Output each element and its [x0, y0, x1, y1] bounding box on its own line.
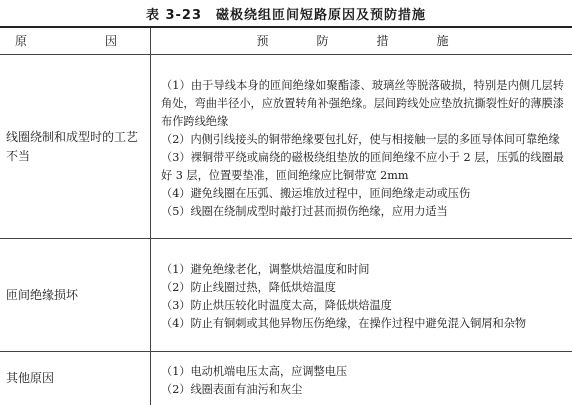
- header-cause: 原 因: [0, 28, 151, 54]
- table-header-row: [0, 28, 572, 55]
- causes-prevention-table: [0, 26, 572, 405]
- cause-cell: [0, 352, 151, 405]
- measure-item: （1）由于导线本身的匝间绝缘如聚酯漆、玻璃丝等脱落破损，特别是内侧几层转角处，弯曲半径小，应放置转角补强绝缘。层间跨线处应垫放抗撕裂性好的薄膜漆布作跨线绝缘: [161, 78, 564, 128]
- measure-item: （1）避免绝缘老化，调整烘焙温度和时间: [161, 263, 370, 276]
- measure-item: （4）防止有铜刺或其他异物压伤绝缘，在操作过程中避免混入铜屑和杂物: [161, 317, 527, 330]
- cause-cell: [0, 239, 151, 351]
- measure-item: （3）防止烘压较化时温度太高，降低烘焙温度: [161, 299, 392, 312]
- measures-cell: [151, 239, 572, 351]
- cause-text: 线圈绕制和成型时的工艺不当: [6, 129, 139, 163]
- measure-item: （2）线圈表面有油污和灰尘: [161, 382, 303, 396]
- cause-text: 其他原因: [6, 371, 55, 385]
- table-row: [0, 239, 572, 352]
- measure-item: （5）线圈在绕制成型时敲打过甚而损伤绝缘，应用力适当: [161, 204, 448, 218]
- table-row: [0, 352, 572, 405]
- measures-cell: [151, 352, 572, 405]
- measure-item: （4）避免线圈在压弧、搬运堆放过程中，匝间绝缘走动或压伤: [161, 186, 471, 200]
- measure-item: （2）内侧引线接头的铜带绝缘要包扎好，使与相接触一层的多匝导体间可靠绝缘: [161, 132, 560, 146]
- table-caption: 表 3-23 磁极绕组匝间短路原因及预防措施: [145, 8, 427, 23]
- measure-item: （1）电动机端电压太高，应调整电压: [161, 364, 348, 378]
- header-measures: 预 防 措 施: [256, 34, 467, 48]
- cause-cell: [0, 55, 151, 238]
- measure-item: （3）裸铜带平绕或扁绕的磁极绕组垫放的匝间绝缘不应小于 2 层，压弧的线圈最好 3 层，位置要垫准，匝间绝缘应比铜带宽 2mm: [161, 150, 564, 182]
- measure-item: （2）防止线圈过热，降低烘焙温度: [161, 281, 336, 294]
- table-row: [0, 55, 572, 239]
- measures-cell: [151, 55, 572, 238]
- cause-text: 匝间绝缘损坏: [6, 287, 79, 302]
